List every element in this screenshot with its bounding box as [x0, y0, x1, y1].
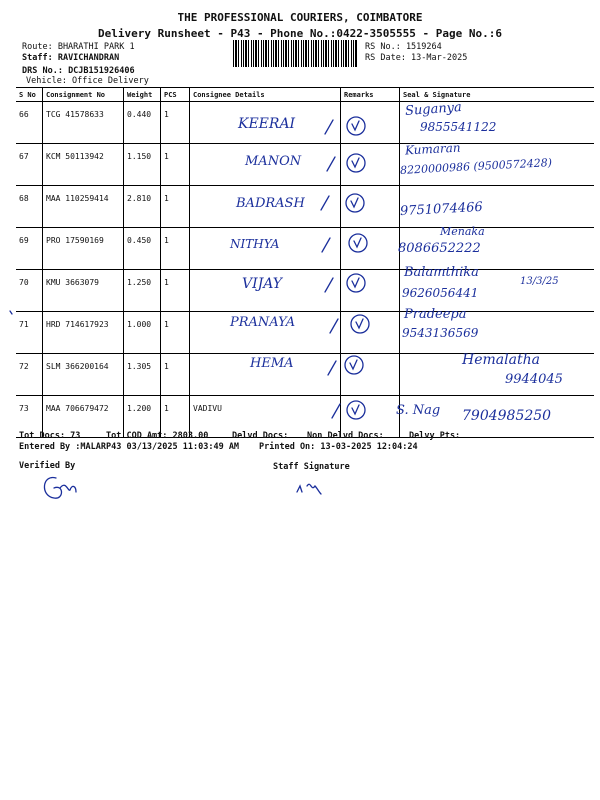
hw-name-66: KEERAI — [238, 116, 296, 132]
header-pcs: PCS — [161, 88, 190, 102]
header-consignment: Consignment No — [43, 88, 124, 102]
hw-name-67: MANON — [245, 154, 302, 169]
cell-sno: 71 — [16, 312, 43, 354]
cell-sno: 73 — [16, 396, 43, 438]
cell-weight: 1.305 — [124, 354, 161, 396]
entered-by: Entered By :MALARP43 03/13/2025 11:03:49 AM — [19, 442, 240, 452]
remark-mark-icon — [347, 401, 365, 419]
sig-name-70: Balamthika — [404, 265, 479, 280]
cell-sno: 72 — [16, 354, 43, 396]
cell-pcs: 1 — [161, 312, 190, 354]
sig-name-71: Pradeepa — [404, 307, 467, 322]
delivered-docs: Delvd Docs: — [232, 431, 289, 441]
cell-weight: 2.810 — [124, 186, 161, 228]
cell-sno: 66 — [16, 102, 43, 144]
hw-name-72: HEMA — [250, 356, 294, 371]
total-docs: Tot Docs: 73 — [19, 431, 81, 441]
drs-number: DCJB151926406 — [68, 66, 135, 76]
remark-mark-icon — [347, 274, 365, 292]
cell-weight: 1.250 — [124, 270, 161, 312]
hw-name-71: PRANAYA — [230, 315, 296, 330]
sig-date-70: 13/3/25 — [520, 276, 559, 287]
cell-consignment: SLM 366200164 — [43, 354, 124, 396]
remark-mark-icon — [351, 315, 369, 333]
cell-pcs: 1 — [161, 396, 190, 438]
cell-pcs: 1 — [161, 270, 190, 312]
verified-by-label: Verified By — [19, 461, 76, 471]
runsheet-title: Delivery Runsheet - P43 - Phone No.:0422-3505555 - Page No.:6 — [98, 27, 502, 40]
cell-weight: 1.150 — [124, 144, 161, 186]
remark-mark-icon — [345, 356, 363, 374]
margin-tick — [10, 311, 12, 314]
total-cod: Tot COD Amt: 2803.00 — [106, 431, 209, 441]
cell-sno: 67 — [16, 144, 43, 186]
header-remarks: Remarks — [341, 88, 400, 102]
sig-name-73: S. Nag — [396, 403, 441, 418]
sig-phone-73: 7904985250 — [462, 408, 552, 424]
verified-signature — [44, 478, 76, 499]
cell-pcs: 1 — [161, 228, 190, 270]
sig-name-69: Menaka — [440, 225, 485, 238]
rs-number: RS No.: 1519264 — [365, 42, 442, 52]
header-sno: S No — [16, 88, 43, 102]
cell-consignment: KMU 3663079 — [43, 270, 124, 312]
header-consignee: Consignee Details — [190, 88, 341, 102]
remark-mark-icon — [347, 117, 365, 135]
cell-sno: 70 — [16, 270, 43, 312]
hw-name-68: BADRASH — [236, 196, 305, 211]
cell-weight: 1.000 — [124, 312, 161, 354]
header-signature: Seal & Signature — [400, 88, 595, 102]
hw-name-69: NITHYA — [230, 237, 280, 251]
cell-weight: 0.440 — [124, 102, 161, 144]
delivery-points: Delvy Pts: — [409, 431, 461, 441]
remark-mark-icon — [349, 234, 367, 252]
cell-consignment: KCM 50113942 — [43, 144, 124, 186]
route-label: Route: BHARATHI PARK 1 — [22, 42, 135, 52]
cell-consignment: TCG 41578633 — [43, 102, 124, 144]
cell-pcs: 1 — [161, 144, 190, 186]
staff-name: RAVICHANDRAN — [57, 53, 120, 63]
sig-phone-68: 9751074466 — [399, 199, 484, 220]
cell-pcs: 1 — [161, 102, 190, 144]
cell-weight: 0.450 — [124, 228, 161, 270]
cell-consignment: MAA 110259414 — [43, 186, 124, 228]
cell-weight: 1.200 — [124, 396, 161, 438]
sig-phone-71: 9543136569 — [402, 326, 479, 340]
sig-phone-72: 9944045 — [505, 372, 563, 387]
staff-label: Staff: — [22, 53, 58, 63]
slash-marks — [321, 120, 340, 418]
remark-mark-icon — [347, 154, 365, 172]
cell-consignment: PRO 17590169 — [43, 228, 124, 270]
cell-consignment: HRD 714617923 — [43, 312, 124, 354]
sig-name-67: Kumaran — [404, 140, 461, 158]
cell-sno: 68 — [16, 186, 43, 228]
staff-signature-label: Staff Signature — [273, 462, 350, 472]
rs-date: RS Date: 13-Mar-2025 — [365, 53, 468, 63]
hw-name-70: VIJAY — [242, 276, 283, 292]
sig-name-72: Hemalatha — [462, 352, 540, 368]
sig-name-66: Suganya — [404, 100, 463, 119]
sig-phone-66: 9855541122 — [420, 120, 497, 134]
sig-phone-67: 8220000986 (9500572428) — [399, 156, 553, 177]
company-name: THE PROFESSIONAL COURIERS, COIMBATORE — [177, 11, 423, 24]
drs-label: DRS No.: — [22, 66, 69, 76]
non-delivered-docs: Non Delvd Docs: — [307, 431, 384, 441]
cell-consignment: MAA 706679472 — [43, 396, 124, 438]
sig-phone-69: 8086652222 — [398, 241, 481, 256]
cell-pcs: 1 — [161, 186, 190, 228]
staff-signature-mark — [297, 484, 321, 494]
header-weight: Weight — [124, 88, 161, 102]
cell-consignee: VADIVU — [190, 396, 341, 438]
sig-phone-70: 9626056441 — [402, 286, 479, 300]
remark-mark-icon — [346, 194, 364, 212]
cell-sno: 69 — [16, 228, 43, 270]
cell-pcs: 1 — [161, 354, 190, 396]
printed-on: Printed On: 13-03-2025 12:04:24 — [259, 442, 418, 452]
vehicle-label: Vehicle: Office Delivery — [26, 76, 149, 86]
